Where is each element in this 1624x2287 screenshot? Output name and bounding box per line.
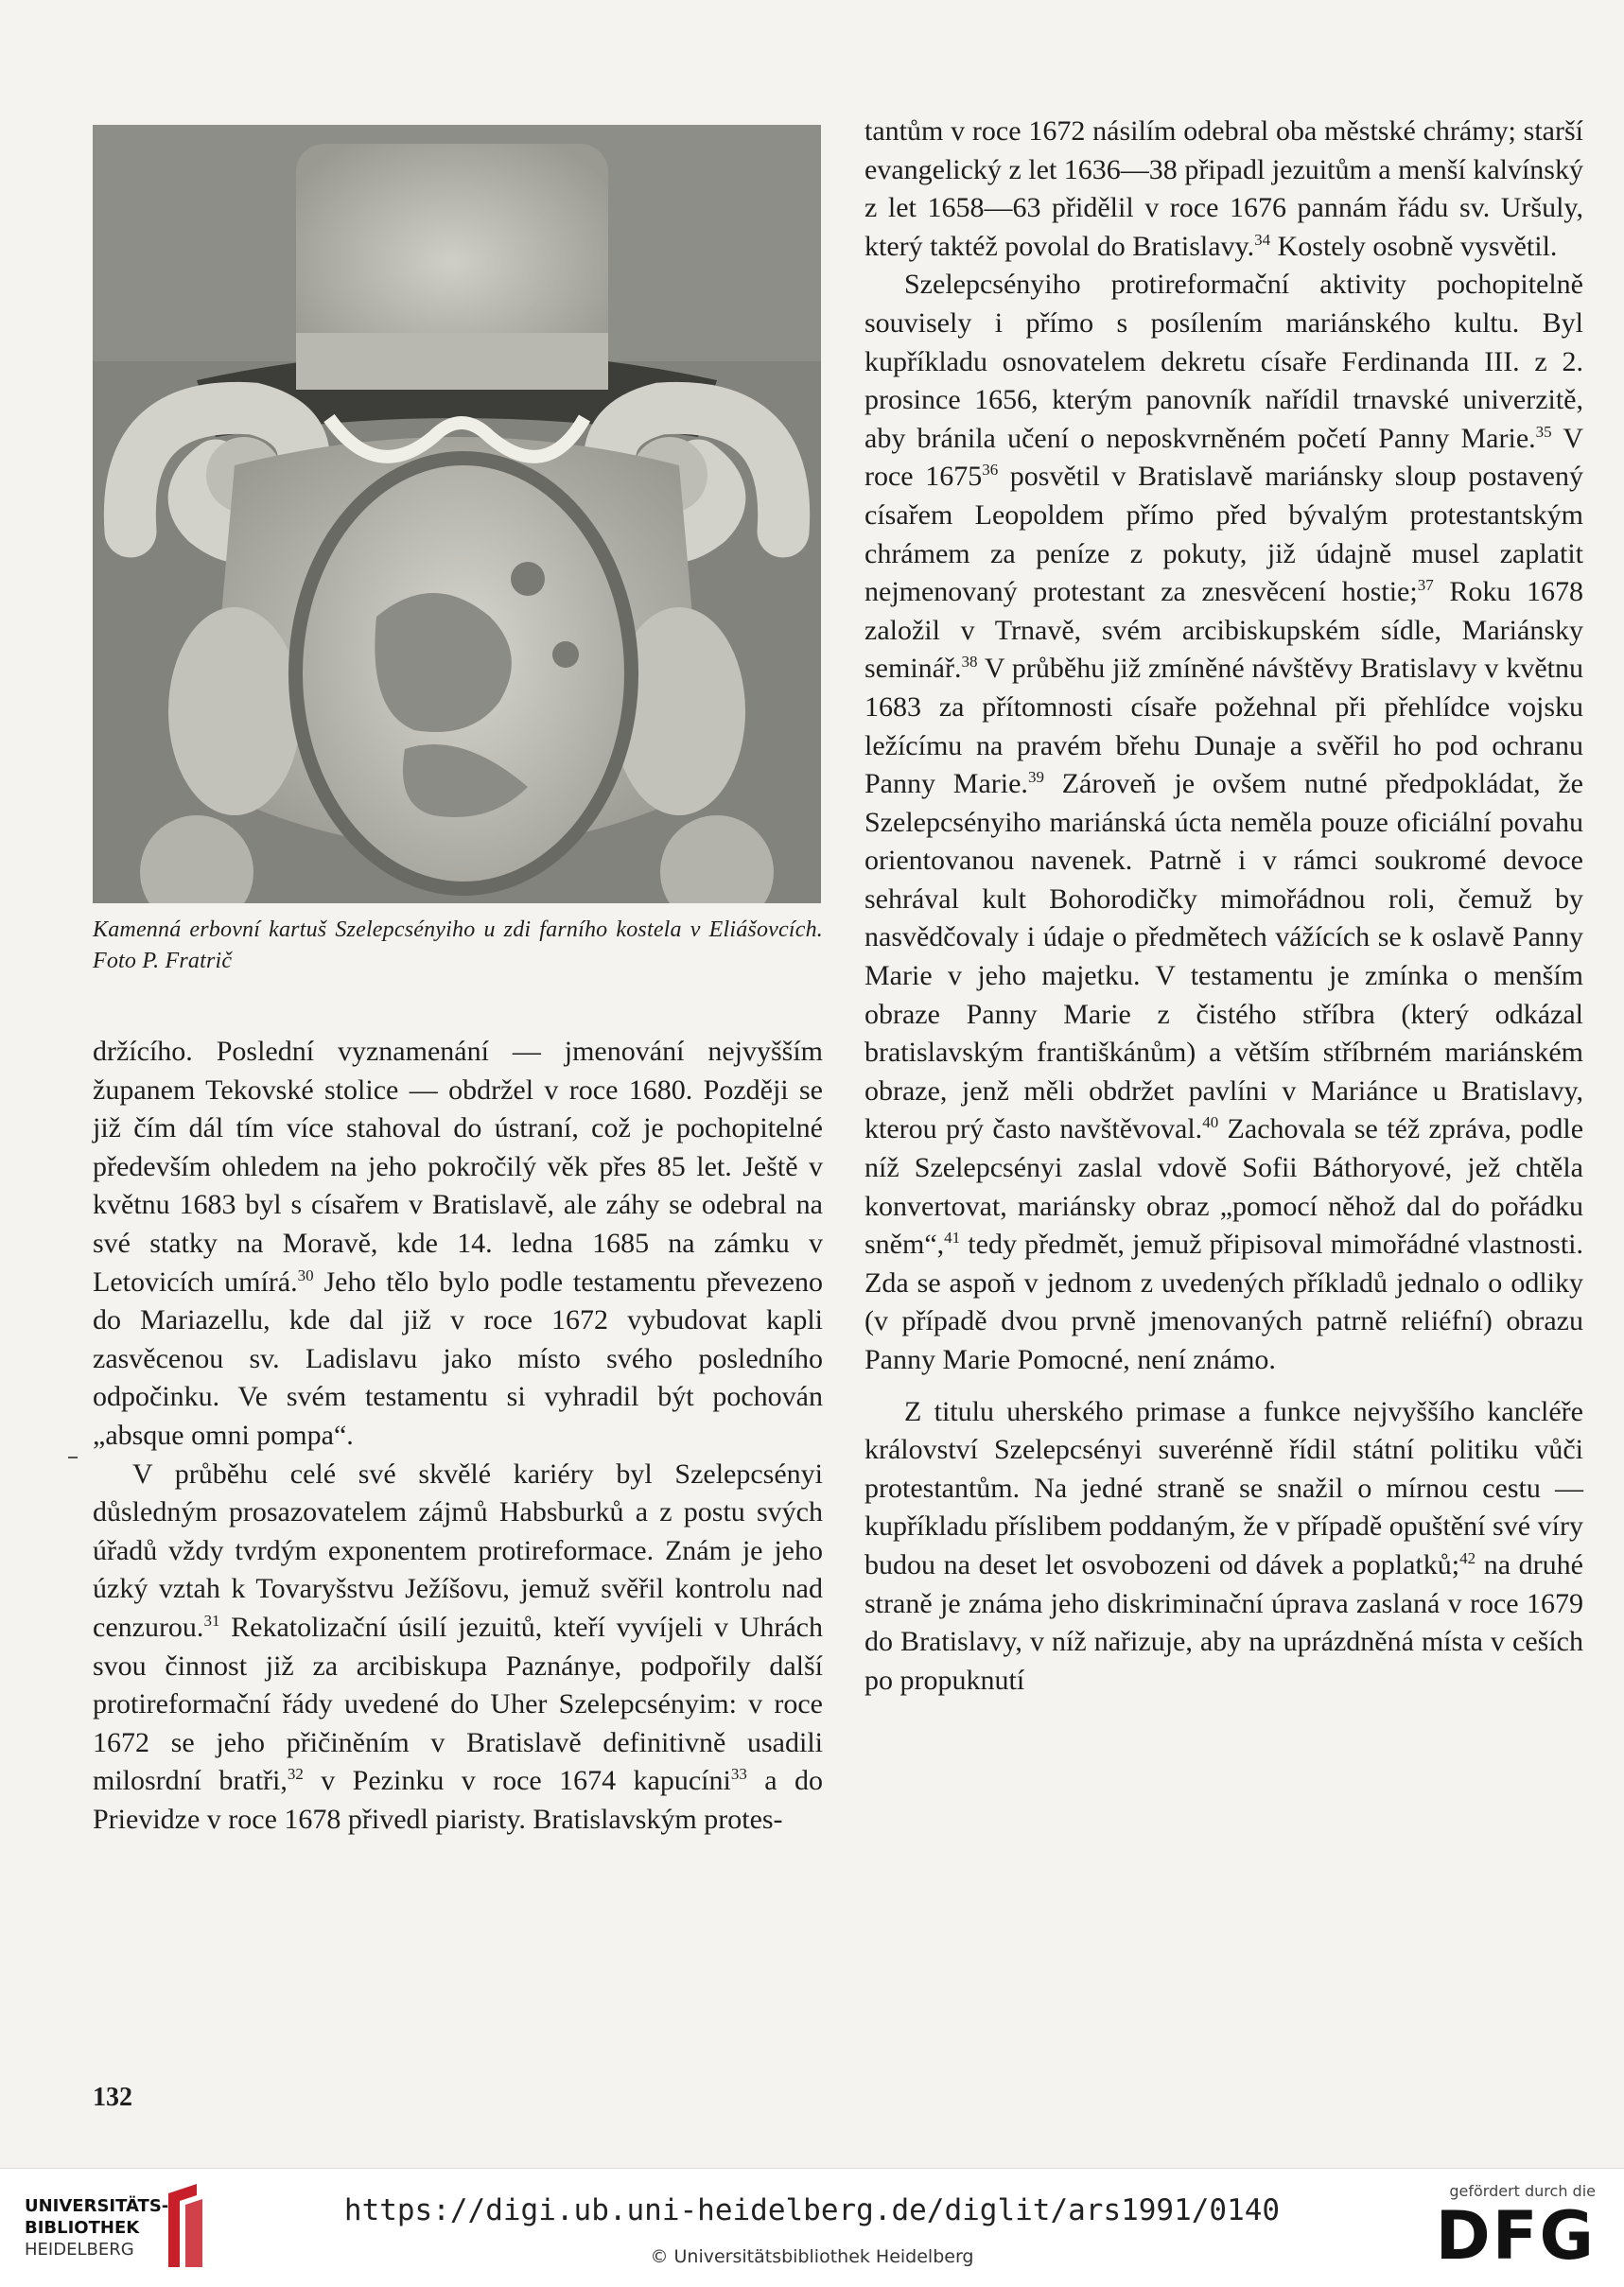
text-run: V průběhu celé své skvělé kariéry byl Szelepcsényi důsledným prosazovatelem zájmů Habsburků a z postu svých úřadů vždy tvrdým exponentem protireformace. Znám je jeho úzký vztah k Tovaryšstvu Ježíšovu, jemuž svěřil kontrolu nad cenzurou.	[93, 1458, 823, 1643]
left-paragraph-1	[93, 1033, 823, 1456]
footnote-ref: 36	[982, 461, 999, 480]
permalink-url[interactable]: https://digi.ub.uni-heidelberg.de/diglit/ars1991/0140	[343, 2193, 1281, 2227]
text-run: Szelepcsényiho protireformační aktivity pochopitelně souvisely i přímo s posílením mariánského kultu. Byl kupříkladu osnovatelem dekretu císaře Ferdinanda III. z 2. prosince 1656, kterým panovník nařídil trnavské univerzitě, aby bránila učení o neposkvrněném početí Panny Marie.	[864, 269, 1583, 454]
text-run: posvětil v Bratislavě mariánsky sloup postavený císařem Leopoldem přímo před bývalým protestantským chrámem za peníze z pokuty, již údajně musel zaplatit nejmenovaný protestant za znesvěcení hostie;	[864, 461, 1583, 608]
footnote-ref: 33	[730, 1765, 747, 1784]
sponsor-note: gefördert durch die	[1449, 2182, 1596, 2200]
footnote-ref: 34	[1254, 230, 1271, 249]
text-run: držícího. Poslední vyznamenání — jmenování nejvyšším županem Tekovské stolice — obdržel v roce 1680. Později se již čím dál tím více stahoval do ústraní, což je pochopitelné především ohledem na jeho pokročilý věk přes 85 let. Ještě v květnu 1683 byl s císařem v Bratislavě, ale záhy se odebral na své statky na Moravě, kde 14. ledna 1685 na zámku v Letovicích umírá.	[93, 1036, 823, 1298]
footnote-ref: 35	[1535, 422, 1552, 441]
page-number: 132	[93, 2083, 132, 2112]
footnote-ref: 41	[944, 1229, 961, 1248]
text-run: V roce 1675	[864, 422, 1584, 493]
text-run: a do Prievidze v roce 1678 přivedl piaristy. Bratislavským protes-	[93, 1765, 823, 1835]
right-column	[864, 113, 1583, 1700]
left-paragraph-2	[93, 1456, 823, 1840]
footnote-ref: 30	[297, 1266, 314, 1284]
copyright-notice: © Universitätsbibliothek Heidelberg	[650, 2246, 974, 2267]
footnote-ref: 31	[203, 1611, 220, 1630]
text-run: na druhé straně je známa jeho diskriminační úprava zaslaná v roce 1679 do Bratislavy, v níž nařizuje, aby na uprázdněná místa v ceších po propuknutí	[864, 1548, 1583, 1696]
dfg-logo[interactable]: DFG	[1435, 2197, 1596, 2275]
footnote-ref: 32	[287, 1765, 304, 1784]
digitization-footer	[0, 2168, 1624, 2287]
figure-caption: Kamenná erbovní kartuš Szelepcsényiho u zdi farního kostela v Eliášovcích. Foto P. Fratrič	[93, 917, 823, 973]
cartouche-illustration	[93, 125, 821, 903]
footnote-ref: 37	[1417, 576, 1434, 595]
cartouche-photo	[93, 125, 821, 903]
footnote-ref: 40	[1202, 1113, 1219, 1132]
text-run: Z titulu uherského primase a funkce nejvyššího kancléře království Szelepcsényi suverénně řídil státní politiku vůči protestantům. Na jedné straně se snažil o mírnou cestu — kupříkladu příslibem poddaným, že v případě opuštění své víry budou na deset let osvobozeni od dávek a poplatků;	[864, 1395, 1583, 1580]
text-run: Roku 1678 založil v Trnavě, svém arcibiskupském sídle, Mariánsky seminář.	[864, 576, 1583, 685]
text-run: Kostely osobně vysvětil.	[1270, 230, 1558, 262]
footnote-ref: 39	[1027, 768, 1044, 787]
text-run: Rekatolizační úsilí jezuitů, kteří vyvíjeli v Uhrách svou činnost již za arcibiskupa Paznánye, podpořily další protireformační řády uvedené do Uher Szelepcsényim: v roce 1672 se jeho přičiněním v Bratislavě definitivně usadili milosrdní bratři,	[93, 1611, 823, 1797]
text-run: tedy předmět, jemuž připisoval mimořádné vlastnosti. Zda se aspoň v jednom z uvedených příkladů jednalo o odliky (v případě dvou prvně jmenovaných patrně reliéfní) obrazu Panny Marie Pomocné, není známo.	[864, 1229, 1583, 1375]
library-name-line: BIBLIOTHEK	[25, 2218, 140, 2238]
right-paragraph-3	[864, 1393, 1583, 1701]
text-run: V průběhu již zmíněné návštěvy Bratislavy v květnu 1683 za přítomnosti císaře požehnal při přehlídce vojsku ležícímu na pravém břehu Dunaje a svěřil ho pod ochranu Panny Marie.	[864, 653, 1583, 800]
text-run: v Pezinku v roce 1674 kapucíni	[303, 1765, 731, 1797]
margin-mark	[68, 1457, 78, 1458]
footnote-ref: 38	[961, 653, 978, 672]
library-name-line: HEIDELBERG	[25, 2240, 134, 2260]
text-run: Zachovala se též zpráva, podle níž Szelepcsényi zaslal vdově Sofii Báthoryové, jež chtěla konvertovat, mariánsky obraz „pomocí něhož dal do pořádku sněm“,	[864, 1113, 1584, 1261]
footnote-ref: 42	[1459, 1548, 1476, 1567]
right-paragraph-1	[864, 113, 1583, 266]
text-run: tantům v roce 1672 násilím odebral oba městské chrámy; starší evangelický z let 1636—38 připadl jezuitům a menší kalvínský z let 1658—63 přidělil v roce 1676 pannám řádu sv. Uršuly, který taktéž povolal do Bratislavy.	[864, 115, 1583, 262]
text-run: Jeho tělo bylo podle testamentu převezeno do Mariazellu, kde dal již v roce 1672 vybudovat kapli zasvěcenou sv. Ladislavu jako místo svého posledního odpočinku. Ve svém testamentu si vyhradil být pochován „absque omni pompa“.	[93, 1266, 823, 1451]
right-paragraph-2	[864, 266, 1583, 1379]
left-column	[93, 1033, 823, 1839]
text-run: Zároveň je ovšem nutné předpokládat, že Szelepcsényiho mariánská úcta neměla pouze oficiální povahu orientovanou navenek. Patrně i v rámci soukromé devoce sehrával kult Bohorodičky mimořádnou roli, čemuž by nasvědčovaly i údaje o předmětech vážících se k oslavě Panny Marie v jeho majetku. V testamentu je zmínka o menším obraze Panny Marie z čistého stříbra (který odkázal bratislavským františkánům) a větším stříbrném mariánském obraze, jenž měli obdržet pavlíni v Mariánce u Bratislavy, kterou prý často navštěvoval.	[864, 768, 1584, 1145]
library-name-line: UNIVERSITÄTS-	[25, 2196, 169, 2216]
